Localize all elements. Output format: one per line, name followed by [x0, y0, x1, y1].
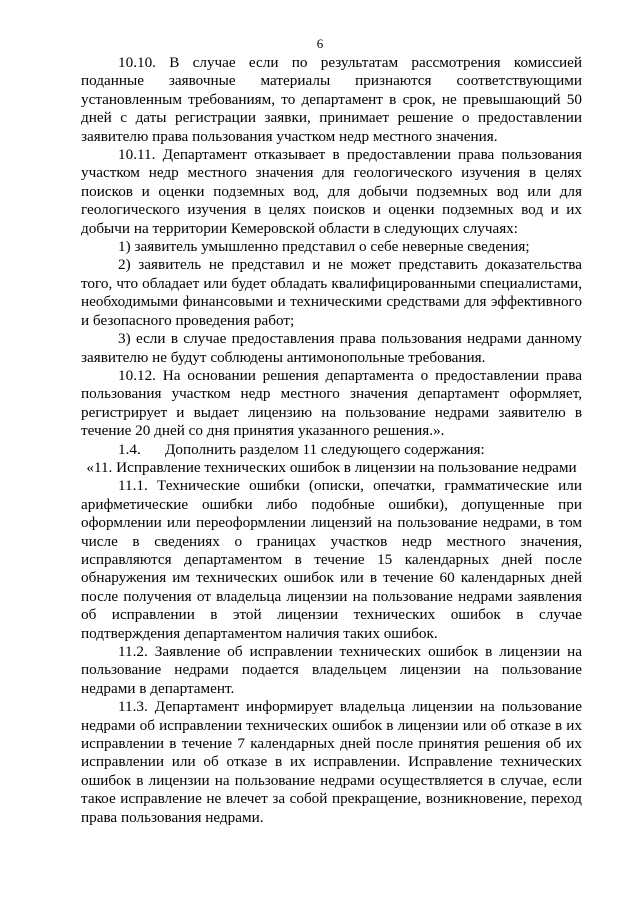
paragraph-11-2: 11.2. Заявление об исправлении технических ошибок в лицензии на пользование недрами подается владельцем лицензии на пользование недрами в департамент.: [81, 643, 582, 697]
section-11-heading: «11. Исправление технических ошибок в лицензии на пользование недрами: [86, 458, 577, 476]
page-number: 6: [316, 36, 324, 51]
paragraph-10-12: 10.12. На основании решения департамента о предоставлении права пользования участком недр местного значения департамент оформляет, регистрирует и выдает лицензию на пользование недрами заявителю в течение 20 дней со дня принятия указанного решения.».: [81, 366, 582, 440]
paragraph-11-1: 11.1. Технические ошибки (описки, опечатки, грамматические или арифметические ошибки либо подобные ошибки), допущенные при оформлении или переоформлении лицензий на пользование недрами, в том числе в сведениях о границах участков недр местного значения, исправляются департаментом в течение 15 календарных дней после обнаружения им технических ошибок или в течение 60 календарных дней после получения от владельца лицензии на пользование недрами заявления об исправлении в этой лицензии технических ошибок в случае подтверждения департаментом наличия таких ошибок.: [81, 477, 582, 642]
refusal-case-1: 1) заявитель умышленно представил о себе неверные сведения;: [118, 238, 530, 256]
paragraph-10-11: 10.11. Департамент отказывает в предоставлении права пользования участком недр местного значения для геологического изучения в целях поисков и оценки подземных вод, для добычи подземных вод или для геологического изучения в целях поисков и оценки подземных вод и их добычи на территории Кемеровской области в следующих случаях:: [81, 146, 582, 237]
item-1-4-text: Дополнить разделом 11 следующего содержания:: [165, 440, 485, 458]
paragraph-10-10: 10.10. В случае если по результатам рассмотрения комиссией поданные заявочные материалы признаются соответствующими установленным требованиям, то департамент в срок, не превышающий 50 дней с даты регистрации заявки, принимает решение о предоставлении заявителю права пользования участком недр местного значения.: [81, 54, 582, 145]
item-1-4: [81, 441, 582, 459]
refusal-case-2: 2) заявитель не представил и не может представить доказательства того, что обладает или будет обладать квалифицированными специалистами, необходимыми финансовыми и техническими средствами для эффективного и безопасного проведения работ;: [81, 256, 582, 329]
item-1-4-number: 1.4.: [118, 440, 141, 458]
document-body: [81, 54, 582, 827]
paragraph-11-3: 11.3. Департамент информирует владельца лицензии на пользование недрами об исправлении технических ошибок в лицензии или об отказе в их исправлении в течение 7 календарных дней после принятия решения об их исправлении или об отказе в их исправлении. Исправление технических ошибок в лицензии на пользование недрами осуществляется в случае, если такое исправление не влечет за собой прекращение, возникновение, переход права пользования недрами.: [81, 698, 582, 826]
refusal-case-3: 3) если в случае предоставления права пользования недрами данному заявителю не будут соблюдены антимонопольные требования.: [81, 330, 582, 366]
